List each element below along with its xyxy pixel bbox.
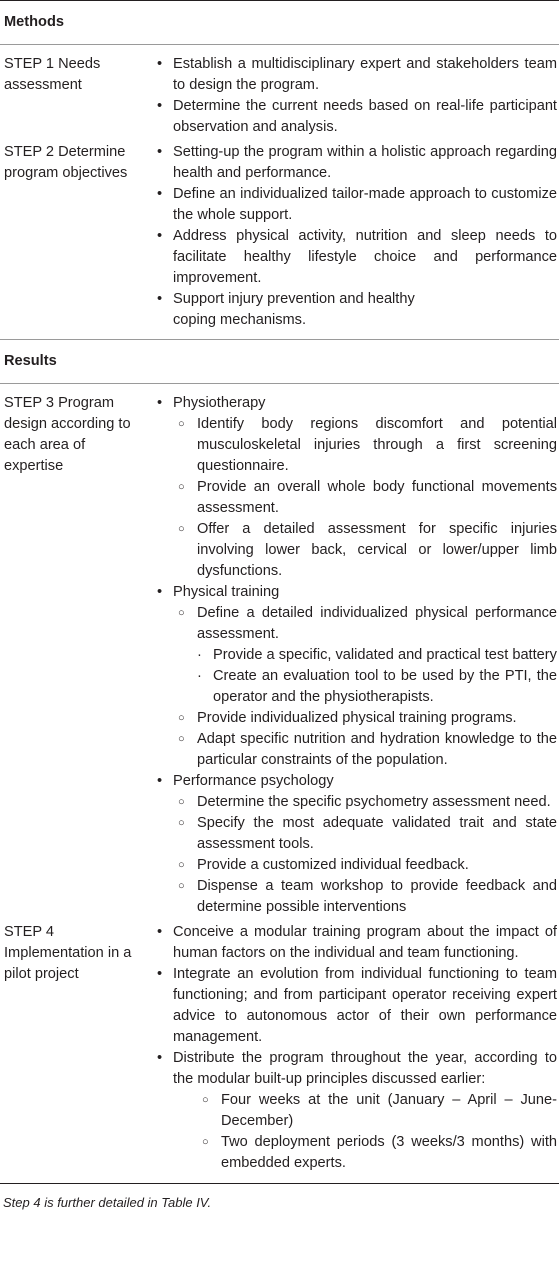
list-item: ○ Two deployment periods (3 weeks/3 months) with embedded experts. xyxy=(152,1132,557,1174)
list-item: ○ Provide a customized individual feedback. xyxy=(152,855,557,876)
psych-title: Performance psychology xyxy=(173,773,334,789)
circle-bullet-icon: ○ xyxy=(178,418,185,430)
bullet-icon: • xyxy=(157,966,163,982)
step4-label: STEP 4 Implementation in a pilot project xyxy=(4,924,132,982)
physio-title: Physiotherapy xyxy=(173,395,266,411)
bullet-icon: • xyxy=(157,56,163,72)
list-item: ○ Define a detailed individualized physical performance assessment. xyxy=(152,603,557,645)
circle-bullet-icon: ○ xyxy=(178,481,185,493)
circle-bullet-icon: ○ xyxy=(178,523,185,535)
list-item: • Distribute the program throughout the year, according to the modular built-up principles discussed earlier: xyxy=(152,1048,557,1090)
results-divider xyxy=(0,383,559,384)
bullet-icon: • xyxy=(157,924,163,940)
list-item: ○ Identify body regions discomfort and potential musculoskeletal injuries through a first screening questionnaire. xyxy=(152,414,557,477)
step2-row xyxy=(0,142,559,331)
dot-bullet-icon: · xyxy=(197,668,202,684)
bullet-icon: • xyxy=(157,144,163,160)
bullet-icon: • xyxy=(157,395,163,411)
step2-content xyxy=(152,142,559,331)
circle-bullet-icon: ○ xyxy=(178,817,185,829)
list-item: ○ Four weeks at the unit (January – April – June-December) xyxy=(152,1090,557,1132)
list-item xyxy=(152,393,557,414)
step3-row xyxy=(0,393,559,918)
step1-content xyxy=(152,54,559,138)
list-item: ○ Offer a detailed assessment for specific injuries involving lower back, cervical or lower/upper limb dysfunctions. xyxy=(152,519,557,582)
dot-bullet-icon: · xyxy=(197,647,202,663)
step4-content xyxy=(152,922,559,1174)
bullet-icon: • xyxy=(157,186,163,202)
list-item xyxy=(152,771,557,792)
circle-bullet-icon: ○ xyxy=(178,712,185,724)
list-item: ○ Specify the most adequate validated trait and state assessment tools. xyxy=(152,813,557,855)
circle-bullet-icon: ○ xyxy=(178,796,185,808)
bullet-icon: • xyxy=(157,584,163,600)
circle-bullet-icon: ○ xyxy=(202,1094,209,1106)
list-item: ○ Dispense a team workshop to provide feedback and determine possible interventions xyxy=(152,876,557,918)
list-item: • Define an individualized tailor-made approach to customize the whole support. xyxy=(152,184,557,226)
step2-label: STEP 2 Determine program objectives xyxy=(4,144,128,181)
bullet-icon: • xyxy=(157,1050,163,1066)
list-item: • Setting-up the program within a holistic approach regarding health and performance. xyxy=(152,142,557,184)
table-footnote: Step 4 is further detailed in Table IV. xyxy=(3,1195,212,1210)
list-item xyxy=(152,582,557,603)
step1-row xyxy=(0,54,559,138)
list-item: • Integrate an evolution from individual functioning to team functioning; and from participant operator receiving expert advice to autonomous actor of their own performance management. xyxy=(152,964,557,1048)
methods-heading: Methods xyxy=(4,14,64,30)
list-item: ○ Provide individualized physical training programs. xyxy=(152,708,557,729)
list-item: • Support injury prevention and healthy coping mechanisms. xyxy=(152,289,557,331)
step4-row xyxy=(0,922,559,1174)
bullet-icon: • xyxy=(157,773,163,789)
list-item: • Address physical activity, nutrition and sleep needs to facilitate healthy lifestyle choice and performance improvement. xyxy=(152,226,557,289)
training-title: Physical training xyxy=(173,584,280,600)
circle-bullet-icon: ○ xyxy=(178,859,185,871)
circle-bullet-icon: ○ xyxy=(178,880,185,892)
list-item: ○ Adapt specific nutrition and hydration knowledge to the particular constraints of the population. xyxy=(152,729,557,771)
list-item: ○ Determine the specific psychometry assessment need. xyxy=(152,792,557,813)
circle-bullet-icon: ○ xyxy=(178,607,185,619)
circle-bullet-icon: ○ xyxy=(202,1136,209,1148)
list-item: ○ Provide an overall whole body functional movements assessment. xyxy=(152,477,557,519)
methods-divider xyxy=(0,44,559,45)
bullet-icon: • xyxy=(157,98,163,114)
step3-label: STEP 3 Program design according to each area of expertise xyxy=(4,395,131,474)
bullet-icon: • xyxy=(157,228,163,244)
list-item: • Determine the current needs based on real-life participant observation and analysis. xyxy=(152,96,557,138)
step3-content xyxy=(152,393,559,918)
list-item: • Conceive a modular training program about the impact of human factors on the individual and team functioning. xyxy=(152,922,557,964)
list-item: · Create an evaluation tool to be used by the PTI, the operator and the physiotherapists. xyxy=(152,666,557,708)
list-item: · Provide a specific, validated and practical test battery xyxy=(152,645,557,666)
results-heading: Results xyxy=(4,353,57,369)
circle-bullet-icon: ○ xyxy=(178,733,185,745)
bullet-icon: • xyxy=(157,291,163,307)
step1-label: STEP 1 Needs assessment xyxy=(4,56,101,93)
list-item: • Establish a multidisciplinary expert and stakeholders team to design the program. xyxy=(152,54,557,96)
